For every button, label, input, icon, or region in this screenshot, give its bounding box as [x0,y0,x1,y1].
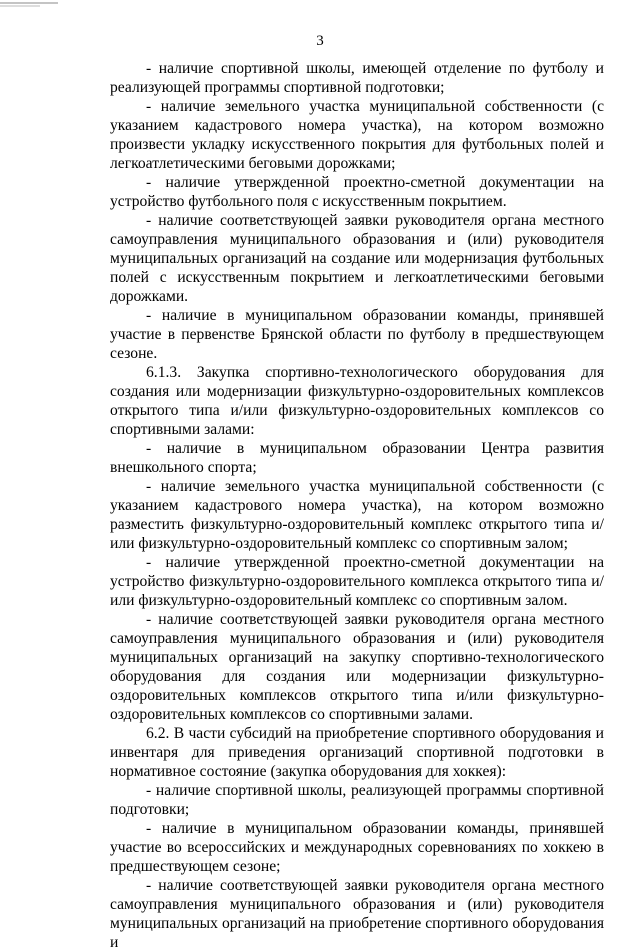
paragraph: - наличие соответствующей заявки руководителя органа местного самоуправления муниципального образования и (или) руководителя муниципальных организаций на закупку спортивно-технологического оборудования для создания или модернизации физкультурно-оздоровительных комплексов открытого типа и/или физкультурно-оздоровительных комплексов со спортивными залами. [110,611,604,723]
section-heading-6-2: 6.2. В части субсидий на приобретение спортивного оборудования и инвентаря для приведения организаций спортивной подготовки в нормативное состояние (закупка оборудования для хоккея): [110,725,604,780]
paragraph: - наличие соответствующей заявки руководителя органа местного самоуправления муниципального образования и (или) руководителя муниципальных организаций на приобретение спортивного оборудования и [110,877,604,951]
paragraph: - наличие спортивной школы, реализующей программы спортивной подготовки; [110,782,604,818]
paragraph: - наличие спортивной школы, имеющей отделение по футболу и реализующей программы спортивной подготовки; [110,60,604,96]
document-body [110,59,604,952]
paragraph: - наличие земельного участка муниципальной собственности (с указанием кадастрового номера участка), на котором возможно разместить физкультурно-оздоровительный комплекс открытого типа и/или физкультурно-оздоровительный комплекс со спортивным залом; [110,478,604,552]
paragraph: - наличие земельного участка муниципальной собственности (с указанием кадастрового номера участка), на котором возможно произвести укладку искусственного покрытия для футбольных полей и легкоатлетическими беговыми дорожками; [110,98,604,172]
paragraph: - наличие утвержденной проектно-сметной документации на устройство физкультурно-оздоровительного комплекса открытого типа и/или физкультурно-оздоровительный комплекс со спортивным залом. [110,554,604,609]
paragraph: - наличие в муниципальном образовании команды, принявшей участие во всероссийских и международных соревнованиях по хоккею в предшествующем сезоне; [110,820,604,875]
page-number: 3 [316,33,324,49]
paragraph: - наличие соответствующей заявки руководителя органа местного самоуправления муниципального образования и (или) руководителя муниципальных организаций на создание или модернизация футбольных полей с искусственным покрытием и легкоатлетическими беговыми дорожками. [110,212,604,305]
paragraph: - наличие утвержденной проектно-сметной документации на устройство футбольного поля с искусственным покрытием. [110,174,604,210]
paragraph: - наличие в муниципальном образовании Центра развития внешкольного спорта; [110,440,604,476]
paragraph: - наличие в муниципальном образовании команды, принявшей участие в первенстве Брянской области по футболу в предшествующем сезоне. [110,307,604,362]
section-heading-6-1-3: 6.1.3. Закупка спортивно-технологического оборудования для создания или модернизации физкультурно-оздоровительных комплексов открытого типа и/или физкультурно-оздоровительных комплексов со спортивными залами: [110,364,604,438]
scan-corner-mark [0,0,60,12]
